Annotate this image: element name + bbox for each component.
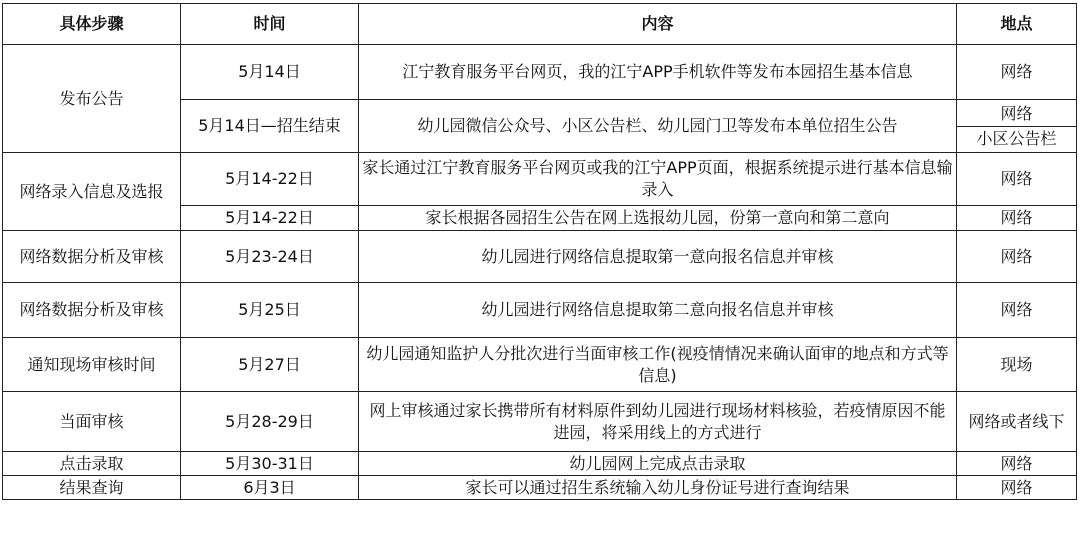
place-cell: 网络 <box>957 283 1077 338</box>
time-cell: 6月3日 <box>181 476 359 500</box>
place-cell: 网络 <box>957 45 1077 100</box>
header-place: 地点 <box>957 4 1077 45</box>
place-cell: 网络 <box>957 206 1077 231</box>
time-cell: 5月14-22日 <box>181 206 359 231</box>
time-cell: 5月14-22日 <box>181 153 359 206</box>
table-row <box>3 231 1077 283</box>
place-cell: 网络或者线下 <box>957 392 1077 452</box>
content-cell: 家长通过江宁教育服务平台网页或我的江宁APP页面，根据系统提示进行基本信息输录入 <box>359 153 957 206</box>
content-cell: 幼儿园网上完成点击录取 <box>359 452 957 476</box>
step-cell: 发布公告 <box>3 45 181 153</box>
step-cell: 点击录取 <box>3 452 181 476</box>
place-cell: 网络 <box>957 476 1077 500</box>
place-cell <box>957 100 1077 153</box>
table-row <box>3 338 1077 392</box>
content-cell: 幼儿园进行网络信息提取第二意向报名信息并审核 <box>359 283 957 338</box>
place-cell: 网络 <box>957 452 1077 476</box>
step-cell: 通知现场审核时间 <box>3 338 181 392</box>
content-cell: 江宁教育服务平台网页，我的江宁APP手机软件等发布本园招生基本信息 <box>359 45 957 100</box>
time-cell: 5月23-24日 <box>181 231 359 283</box>
header-row <box>3 4 1077 45</box>
time-cell: 5月30-31日 <box>181 452 359 476</box>
step-cell: 网络数据分析及审核 <box>3 283 181 338</box>
table-row <box>3 476 1077 500</box>
place-cell: 现场 <box>957 338 1077 392</box>
header-step: 具体步骤 <box>3 4 181 45</box>
content-cell: 幼儿园通知监护人分批次进行当面审核工作(视疫情情况来确认面审的地点和方式等信息) <box>359 338 957 392</box>
time-cell: 5月27日 <box>181 338 359 392</box>
table-row <box>3 153 1077 206</box>
table-row <box>3 283 1077 338</box>
header-time: 时间 <box>181 4 359 45</box>
place-cell: 网络 <box>957 153 1077 206</box>
place-value: 网络 <box>1000 103 1033 123</box>
time-cell: 5月28-29日 <box>181 392 359 452</box>
content-cell: 家长可以通过招生系统输入幼儿身份证号进行查询结果 <box>359 476 957 500</box>
table-row <box>3 452 1077 476</box>
table-row <box>3 392 1077 452</box>
time-cell: 5月14日—招生结束 <box>181 100 359 153</box>
step-cell: 网络录入信息及选报 <box>3 153 181 231</box>
step-cell: 网络数据分析及审核 <box>3 231 181 283</box>
place-value-secondary: 小区公告栏 <box>957 126 1076 151</box>
content-cell: 网上审核通过家长携带所有材料原件到幼儿园进行现场材料核验，若疫情原因不能进园，将采用线上的方式进行 <box>359 392 957 452</box>
content-cell: 幼儿园进行网络信息提取第一意向报名信息并审核 <box>359 231 957 283</box>
time-cell: 5月25日 <box>181 283 359 338</box>
place-cell: 网络 <box>957 231 1077 283</box>
time-cell: 5月14日 <box>181 45 359 100</box>
header-content: 内容 <box>359 4 957 45</box>
enrollment-schedule-table <box>2 3 1077 500</box>
step-cell: 结果查询 <box>3 476 181 500</box>
content-cell: 幼儿园微信公众号、小区公告栏、幼儿园门卫等发布本单位招生公告 <box>359 100 957 153</box>
table-row <box>3 45 1077 100</box>
step-cell: 当面审核 <box>3 392 181 452</box>
content-cell: 家长根据各园招生公告在网上选报幼儿园，份第一意向和第二意向 <box>359 206 957 231</box>
